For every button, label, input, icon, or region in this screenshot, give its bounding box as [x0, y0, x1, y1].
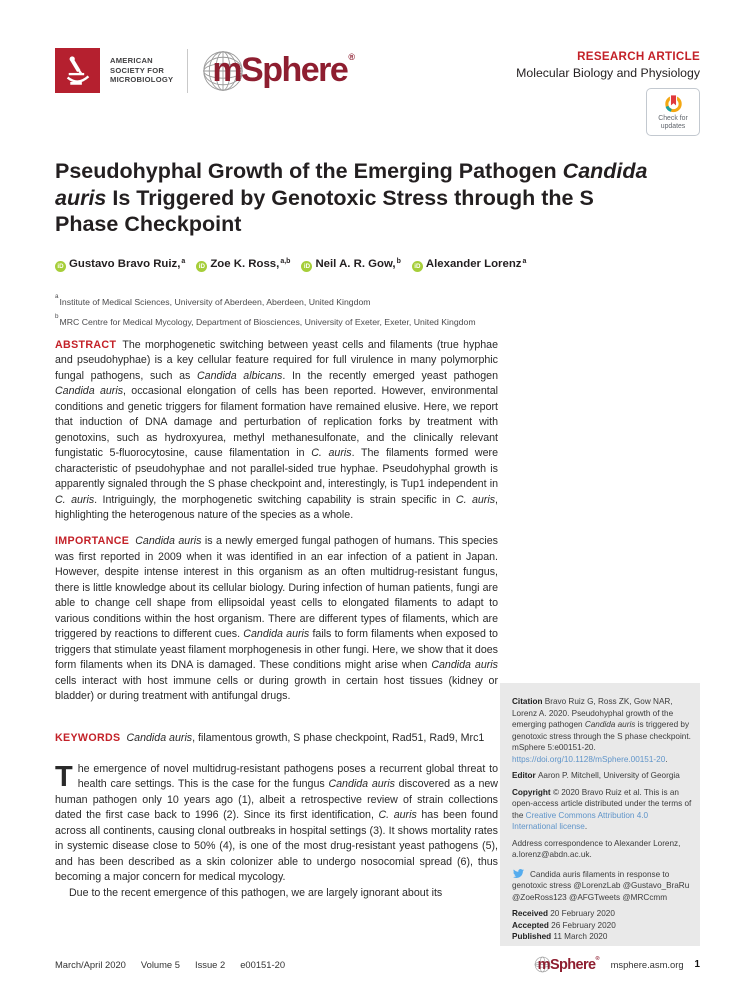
abstract-paragraph	[55, 338, 498, 523]
footer	[55, 956, 700, 973]
asm-line2: SOCIETY FOR	[110, 65, 165, 75]
crossmark-icon	[663, 93, 684, 114]
tweet-text: Candida auris filaments in response to genotoxic stress @LorenzLab @Gustavo_BraRu @ZoeRoss123 @AFGTweets @MRCcmm	[512, 869, 690, 902]
text-segment: is triggered by genotoxic stress through the S phase checkpoint. mSphere 5:e00151-20.	[512, 720, 691, 752]
author-superscript: a	[181, 258, 186, 265]
text-segment: Aaron P. Mitchell, University of Georgia	[537, 771, 680, 780]
msphere-logo	[201, 49, 355, 93]
twitter-icon	[512, 868, 525, 879]
text-segment: Candida auris	[126, 732, 193, 745]
text-segment: , filamentous growth, S phase checkpoint, Rad51, Rad9, Mrc1	[192, 732, 485, 745]
text-segment: .	[665, 754, 668, 764]
text-segment: C. auris	[55, 493, 95, 506]
body-paragraph-1	[55, 762, 498, 886]
author-name: Gustavo Bravo Ruiz,	[69, 258, 181, 270]
body-text-1	[55, 760, 498, 884]
article-title	[55, 158, 659, 238]
affiliation-text: MRC Centre for Medical Mycology, Department of Biosciences, University of Exeter, Exeter, United Kingdom	[59, 317, 476, 328]
text-segment: Accepted	[512, 920, 552, 930]
affiliation-superscript: a	[55, 293, 59, 300]
correspondence-text: Address correspondence to Alexander Lorenz, a.lorenz@abdn.ac.uk.	[512, 838, 681, 859]
journal-section-label: Molecular Biology and Physiology	[516, 66, 700, 80]
text-segment: 26 February 2020	[551, 920, 616, 930]
article-dates	[512, 908, 693, 943]
msphere-wordmark: mSphere	[212, 51, 348, 89]
footer-journal-logo	[534, 956, 600, 973]
text-segment: 20 February 2020	[550, 909, 615, 918]
text-segment: he emergence of novel multidrug-resistant pathogens poses a recurrent global threat to health care settings. This is the case for the fungus	[77, 762, 498, 791]
text-segment: C. auris	[378, 809, 417, 822]
footer-issue: Issue 2	[194, 959, 226, 970]
text-segment: Is Triggered by Genotoxic Stress through the S Phase Checkpoint	[55, 185, 594, 236]
text-segment: C. auris	[311, 447, 352, 460]
footer-issue-date: March/April 2020	[55, 959, 126, 970]
drop-cap: T	[55, 760, 73, 793]
text-segment: Citation	[512, 697, 545, 706]
asm-logo-text	[110, 56, 173, 86]
citation-box	[500, 683, 700, 946]
text-segment: fails to form filaments when exposed to triggers that stimulate yeast filament morphogenesis in other fungi. Here, we show that it does form filaments when its DNA is damaged. These conditions might arise when	[55, 628, 498, 672]
orcid-icon[interactable]: iD	[55, 261, 66, 272]
author	[301, 258, 400, 271]
affiliations	[55, 291, 476, 332]
text-segment: Candida auris	[431, 659, 498, 672]
published-line	[512, 931, 693, 943]
asm-logo	[55, 48, 100, 93]
text-segment: Candida auris	[328, 778, 395, 791]
author	[55, 258, 185, 271]
text-segment: Pseudohyphal Growth of the Emerging Pathogen	[55, 159, 563, 183]
text-segment: © 2020 Bravo Ruiz et al. This is an open-access article distributed under the terms of the	[512, 787, 692, 820]
copyright-text	[512, 787, 693, 833]
header-logos	[55, 48, 355, 93]
registered-mark: ®	[595, 955, 600, 962]
footer-issue-info	[55, 959, 300, 970]
text-segment: 11 March 2020	[553, 932, 608, 941]
badge-label	[658, 115, 688, 131]
doi-link[interactable]: https://doi.org/10.1128/mSphere.00151-20	[512, 754, 666, 764]
tweet-note	[512, 868, 693, 904]
footer-site-link[interactable]: msphere.asm.org	[610, 959, 684, 970]
text-segment: Bravo Ruiz G, Ross ZK, Gow NAR, Lorenz A. 2020. Pseudohyphal growth of the emerging pathogen	[512, 697, 674, 729]
abstract-label: ABSTRACT	[55, 339, 117, 351]
author-list	[55, 258, 526, 271]
text-segment: Candida auris	[584, 720, 636, 729]
author-name: Alexander Lorenz	[425, 258, 522, 270]
article-type-label: RESEARCH ARTICLE	[577, 50, 700, 63]
citation-text	[512, 696, 693, 765]
editor-text	[512, 770, 693, 782]
header-right	[516, 50, 700, 136]
abstract-text	[55, 339, 498, 521]
affiliation-text: Institute of Medical Sciences, University of Aberdeen, Aberdeen, United Kingdom	[59, 296, 371, 307]
text-segment: The morphogenetic switching between yeast cells and filaments (true hyphae and pseudohyphae) is a key cellular feature required for full virulence in many polymorphic fungal pathogens, such as	[55, 339, 498, 382]
text-segment: , highlighting the heterogenous nature of the species as a whole.	[55, 493, 499, 521]
check-for-updates-badge[interactable]	[646, 88, 700, 136]
author-name: Neil A. R. Gow,	[315, 258, 396, 270]
author-superscript: a	[522, 258, 527, 265]
text-segment: Candida auris	[135, 535, 202, 548]
footer-right	[534, 956, 700, 973]
text-segment: , occasional elongation of cells has been reported. However, environmental conditions and genetic triggers for filament formation have remained elusive. Here, we report that induction of DNA damage and perturbation of replication forks by treatment with genotoxins, such as hydroxyurea, methyl methanesulfonate, and the clinically relevant fungistatic 5-fluorocytosine, cause filamentation in	[55, 385, 498, 460]
orcid-icon[interactable]: iD	[412, 261, 423, 272]
keywords-label: KEYWORDS	[55, 732, 121, 745]
footer-elocator: e00151-20	[240, 959, 286, 970]
author-name: Zoe K. Ross,	[210, 258, 280, 270]
author-superscript: a,b	[280, 258, 291, 265]
license-link[interactable]: Creative Commons Attribution 4.0 International license	[512, 810, 649, 831]
importance-text	[55, 535, 498, 702]
orcid-icon[interactable]: iD	[301, 261, 312, 272]
text-segment: Candida auris	[55, 385, 124, 398]
author-superscript: b	[396, 258, 401, 265]
text-segment: Received	[512, 909, 551, 918]
text-segment: discovered as a new human pathogen only 10 years ago (1), albeit a retrospective review of strain collections dated the first case back to 1996 (2). Since its first identification,	[55, 778, 498, 822]
author	[412, 258, 527, 271]
body-paragraph-2: Due to the recent emergence of this pathogen, we are largely ignorant about its	[69, 886, 443, 899]
importance-paragraph	[55, 534, 498, 704]
affiliation-superscript: b	[55, 313, 59, 321]
text-segment: Editor	[512, 771, 538, 780]
text-segment: is a newly emerged fungal pathogen of humans. This species was first reported in 2009 when it was identified in an ear infection of a patient in Japan. However, despite intense interest in this organism as an often multidrug-resistant fungus, there is little knowledge about its cellular biology. During infection of human patients, fungi are able to change cell shape from ellipsoidal yeast cells to elongated filaments to adapt to various conditions within the host organism. There are different types of filaments, which are triggered by reactions to different cues.	[55, 535, 498, 641]
logo-divider	[187, 49, 188, 93]
text-segment: Candida auris	[55, 159, 648, 210]
asm-line1: AMERICAN	[110, 55, 153, 65]
badge-line2: updates	[660, 123, 686, 130]
text-segment: .	[584, 822, 588, 831]
footer-volume: Volume 5	[140, 959, 180, 970]
author	[196, 258, 290, 271]
received-line	[512, 908, 693, 920]
text-segment: . The filaments formed were characteristic of pseudohyphae and not parallel-sided true hyphae. Pseudohyphal growth is apparently signaled through the S phase checkpoint and, interestingly, is Tup1 independent in	[55, 447, 498, 491]
affiliation-line	[55, 291, 476, 311]
footer-page-number: 1	[694, 959, 700, 970]
badge-line1: Check for	[658, 115, 688, 123]
text-segment: has been found across all continents, causing clonal outbreaks in hospital settings (3). It shows mortality rates in systemic disease close to 50% (4), is one of the most drug-resistant yeast pathogens (5), and has been described as a skin colonizer able to undergo nosocomial spread (6), thus becoming a major concern for medical mycology.	[55, 809, 498, 884]
registered-mark: ®	[348, 51, 355, 62]
asm-line3: MICROBIOLOGY	[110, 75, 174, 85]
affiliation-line	[55, 311, 476, 331]
text-segment: Published	[512, 932, 554, 941]
text-segment: cells interact with host immune cells or during growth in certain host tissues (kidney or bladder) or during treatment with antifungal drugs.	[55, 674, 498, 702]
text-segment: C. auris	[455, 493, 496, 506]
text-segment: . Intriguingly, the morphogenetic switching capability is strain specific in	[94, 493, 456, 506]
msphere-wordmark: mSphere	[537, 956, 596, 973]
keywords-paragraph	[55, 731, 498, 746]
keywords-text	[126, 732, 484, 744]
microscope-icon	[61, 54, 95, 88]
importance-label: IMPORTANCE	[55, 535, 130, 548]
orcid-icon[interactable]: iD	[196, 261, 207, 272]
text-segment: Copyright	[512, 787, 553, 797]
text-segment: . In the recently emerged yeast pathogen	[282, 369, 498, 382]
accepted-line	[512, 920, 693, 932]
text-segment: Candida albicans	[197, 369, 283, 382]
text-segment: Candida auris	[243, 628, 310, 641]
main-column	[55, 338, 498, 901]
